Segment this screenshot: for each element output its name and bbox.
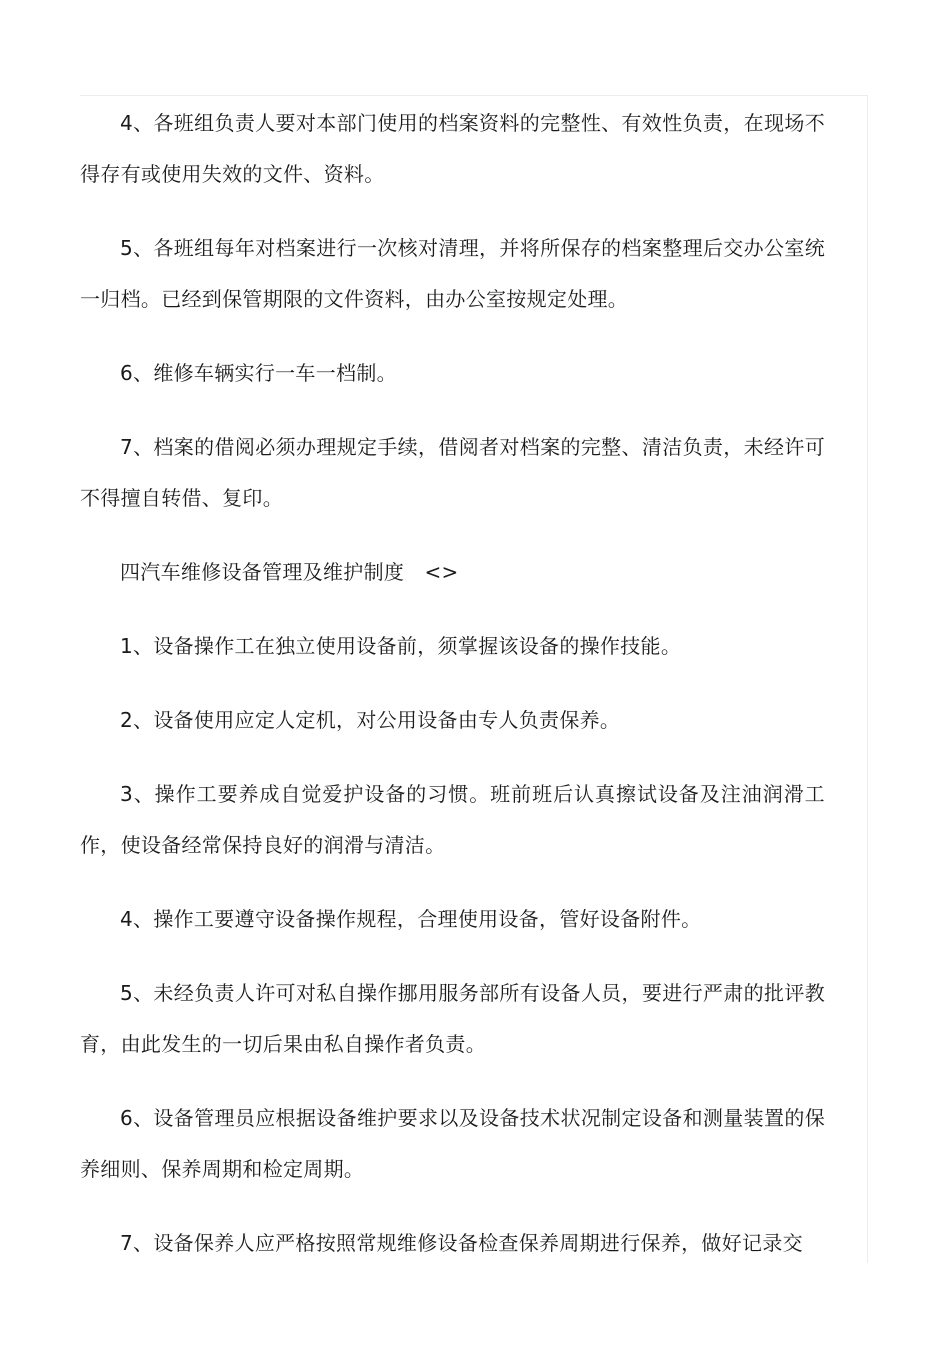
paragraph-equipment-item-5: 5、未经负责人许可对私自操作挪用服务部所有设备人员，要进行严肃的批评教育，由此发生的一切后果由私自操作者负责。 <box>80 981 825 1056</box>
paragraph-archive-item-7: 7、档案的借阅必须办理规定手续，借阅者对档案的完整、清洁负责，未经许可不得擅自转借、复印。 <box>80 435 825 510</box>
paragraph-archive-item-6: 6、维修车辆实行一车一档制。 <box>120 361 397 385</box>
paragraph-equipment-item-1: 1、设备操作工在独立使用设备前，须掌握该设备的操作技能。 <box>120 634 682 658</box>
paragraph-equipment-item-7: 7、设备保养人应严格按照常规维修设备检查保养周期进行保养，做好记录交 <box>120 1231 803 1255</box>
paragraph-archive-item-4: 4、各班组负责人要对本部门使用的档案资料的完整性、有效性负责，在现场不得存有或使用失效的文件、资料。 <box>80 111 825 186</box>
paragraph-equipment-item-6: 6、设备管理员应根据设备维护要求以及设备技术状况制定设备和测量装置的保养细则、保养周期和检定周期。 <box>80 1106 825 1181</box>
paragraph-archive-item-5: 5、各班组每年对档案进行一次核对清理，并将所保存的档案整理后交办公室统一归档。已经到保管期限的文件资料，由办公室按规定处理。 <box>80 236 825 311</box>
paragraph-equipment-item-2: 2、设备使用应定人定机，对公用设备由专人负责保养。 <box>120 708 621 732</box>
paragraph-equipment-item-4: 4、操作工要遵守设备操作规程，合理使用设备，管好设备附件。 <box>120 907 702 931</box>
document-body <box>80 98 825 1292</box>
paragraph-equipment-item-3: 3、操作工要养成自觉爱护设备的习惯。班前班后认真擦试设备及注油润滑工作，使设备经常保持良好的润滑与清洁。 <box>80 782 825 857</box>
section-heading: 四汽车维修设备管理及维护制度 <> <box>120 560 459 584</box>
